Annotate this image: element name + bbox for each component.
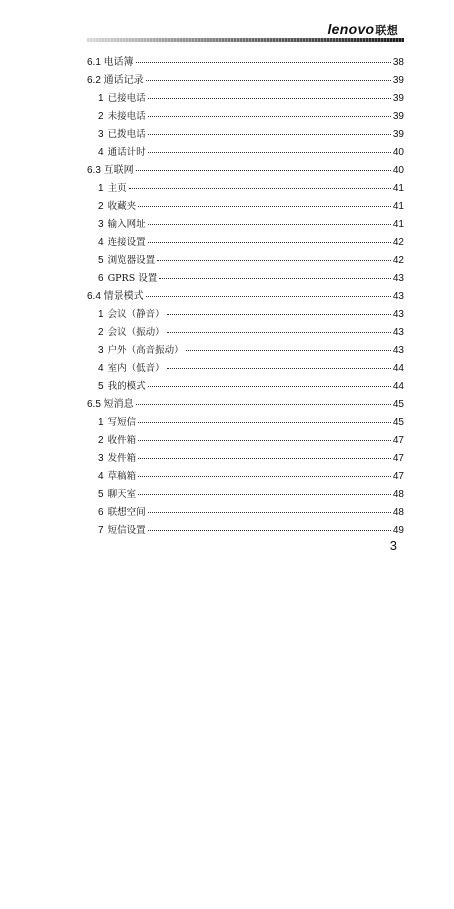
toc-entry-number: 5 [98,489,104,500]
toc-entry-title: 发件箱 [107,453,137,464]
toc-entry-title: 室内（低音） [107,363,165,374]
toc-entry-page: 40 [392,165,404,176]
toc-entry-page: 40 [392,147,404,158]
toc-entry-page: 47 [392,453,404,464]
dot-leader [136,160,391,171]
table-of-contents [87,54,404,540]
toc-entry-label: 6.5 短消息 [87,399,134,410]
toc-entry-number: 5 [98,381,104,392]
toc-entry-number: 4 [98,471,104,482]
toc-entry-page: 49 [392,525,404,536]
toc-entry-label [98,522,146,540]
toc-entry-page: 41 [392,183,404,194]
logo-chinese: 联想 [375,24,398,37]
dot-leader [148,124,391,135]
dot-leader [167,358,391,369]
dot-leader [138,196,391,207]
toc-entry-title: 我的模式 [107,381,146,392]
toc-entry-number: 3 [98,129,104,140]
header-rule [87,38,404,42]
dot-leader [138,448,391,459]
toc-entry-title: 联想空间 [107,507,146,518]
dot-leader [157,250,391,261]
toc-entry-number: 6 [98,507,104,518]
logo-wordmark: lenovo [327,21,375,37]
toc-entry-number: 2 [98,201,104,212]
toc-entry-title: 聊天室 [107,489,137,500]
dot-leader [148,106,391,117]
toc-entry-number: 4 [98,147,104,158]
toc-entry-number: 3 [98,345,104,356]
dot-leader [186,340,391,351]
toc-entry-title: 户外（高音振动） [107,345,184,356]
toc-entry-page: 48 [392,507,404,518]
toc-entry-label [98,198,136,216]
lenovo-logo [327,21,398,38]
toc-entry-label [98,126,146,144]
dot-leader [159,268,391,279]
toc-entry-page: 45 [392,417,404,428]
toc-entry-label [98,324,165,342]
dot-leader [167,322,391,333]
toc-entry-title: 草稿箱 [107,471,137,482]
page-header [0,0,454,40]
toc-entry-label [98,90,146,108]
toc-entry-page: 44 [392,363,404,374]
toc-entry-title: 连接设置 [107,237,146,248]
toc-entry-page: 43 [392,327,404,338]
dot-leader [138,484,391,495]
toc-entry-page: 38 [392,57,404,68]
dot-leader [136,52,391,63]
toc-entry-page: 39 [392,93,404,104]
toc-entry-number: 2 [98,327,104,338]
toc-entry-number: 2 [98,111,104,122]
toc-entry-number: 1 [98,93,104,104]
toc-entry-label: 6.4 情景模式 [87,291,144,302]
toc-entry-page: 43 [392,291,404,302]
toc-entry-title: 短信设置 [107,525,146,536]
toc-entry-label [98,504,146,522]
toc-entry-page: 47 [392,435,404,446]
toc-entry-title: 已拨电话 [107,129,146,140]
toc-entry-title: GPRS 设置 [107,273,158,284]
dot-leader [148,142,391,153]
toc-entry-label [98,216,146,234]
toc-entry-page: 47 [392,471,404,482]
toc-entry-title: 主页 [107,183,127,194]
toc-entry-page: 44 [392,381,404,392]
toc-entry-page: 43 [392,309,404,320]
toc-entry-title: 通话计时 [107,147,146,158]
dot-leader [129,178,391,189]
toc-entry-title: 写短信 [107,417,137,428]
toc-entry-label: 6.3 互联网 [87,165,134,176]
toc-entry-number: 6 [98,273,104,284]
dot-leader [146,70,391,81]
toc-entry-label [98,306,165,324]
toc-entry-title: 会议（振动） [107,327,165,338]
toc-entry-number: 5 [98,255,104,266]
toc-entry-number: 3 [98,453,104,464]
toc-entry-page: 43 [392,273,404,284]
toc-entry-number: 1 [98,309,104,320]
toc-entry-label [98,468,136,486]
toc-entry-label: 6.2 通话记录 [87,75,144,86]
toc-entry-title: 未接电话 [107,111,146,122]
toc-entry-title: 输入网址 [107,219,146,230]
toc-entry-number: 1 [98,417,104,428]
toc-entry-title: 收件箱 [107,435,137,446]
toc-item-entry[interactable] [87,522,404,540]
dot-leader [148,214,391,225]
toc-entry-label [98,252,155,270]
toc-entry-title: 浏览器设置 [107,255,156,266]
toc-entry-page: 43 [392,345,404,356]
dot-leader [148,376,391,387]
toc-entry-page: 48 [392,489,404,500]
toc-entry-page: 39 [392,75,404,86]
toc-entry-title: 会议（静音） [107,309,165,320]
toc-entry-page: 39 [392,111,404,122]
toc-entry-label [98,432,136,450]
toc-entry-number: 1 [98,183,104,194]
toc-entry-label [98,486,136,504]
dot-leader [148,232,391,243]
toc-entry-page: 42 [392,255,404,266]
toc-entry-label [98,234,146,252]
toc-entry-label [98,108,146,126]
toc-entry-label: 6.1 电话簿 [87,57,134,68]
toc-entry-page: 41 [392,219,404,230]
toc-entry-label [98,450,136,468]
dot-leader [148,520,391,531]
toc-entry-number: 3 [98,219,104,230]
dot-leader [148,88,391,99]
toc-entry-number: 2 [98,435,104,446]
toc-entry-page: 45 [392,399,404,410]
toc-entry-label [98,180,127,198]
toc-entry-title: 收藏夹 [107,201,137,212]
toc-entry-page: 41 [392,201,404,212]
toc-entry-label [98,414,136,432]
dot-leader [146,286,391,297]
dot-leader [148,502,391,513]
dot-leader [136,394,391,405]
toc-entry-page: 39 [392,129,404,140]
dot-leader [138,412,391,423]
page-number: 3 [389,538,397,553]
dot-leader [138,430,391,441]
dot-leader [167,304,391,315]
toc-entry-number: 7 [98,525,104,536]
toc-entry-title: 已接电话 [107,93,146,104]
toc-entry-number: 4 [98,363,104,374]
toc-entry-page: 42 [392,237,404,248]
toc-entry-number: 4 [98,237,104,248]
dot-leader [138,466,391,477]
